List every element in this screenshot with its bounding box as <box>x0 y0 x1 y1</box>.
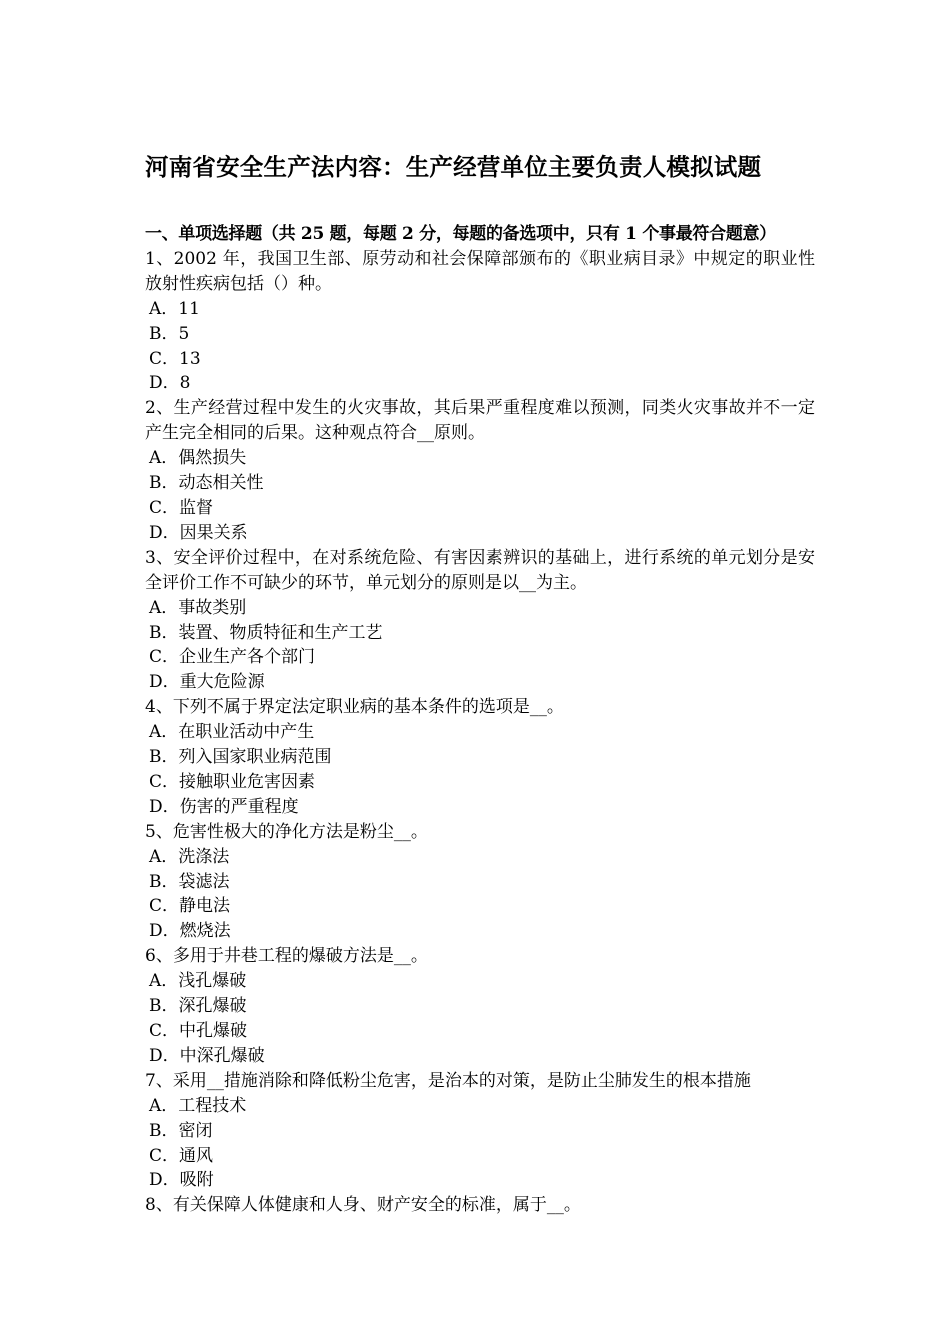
answer-option: D．重大危险源 <box>149 672 265 693</box>
question-stem: 4、下列不属于界定法定职业病的基本条件的选项是__。 <box>145 697 564 718</box>
answer-option: D．燃烧法 <box>149 921 231 942</box>
answer-option: B．装置、物质特征和生产工艺 <box>149 622 383 643</box>
question-block <box>145 247 815 396</box>
answer-option: C．中孔爆破 <box>149 1021 248 1041</box>
answer-option: D．因果关系 <box>149 522 248 543</box>
answer-option: D．吸附 <box>149 1170 214 1191</box>
answer-option: B．动态相关性 <box>149 473 264 494</box>
answer-option: B．深孔爆破 <box>149 996 247 1017</box>
document-title: 河南省安全生产法内容：生产经营单位主要负责人模拟试题 <box>145 153 762 181</box>
answer-option: A．浅孔爆破 <box>149 971 247 992</box>
answer-option: A．11 <box>149 298 200 319</box>
question-block <box>145 1193 815 1218</box>
question-list <box>145 247 815 1218</box>
answer-option: A．洗涤法 <box>149 846 230 867</box>
answer-option: A．事故类别 <box>149 597 247 618</box>
document-body <box>145 222 815 1218</box>
answer-option: C．监督 <box>149 497 214 518</box>
question-block <box>145 695 815 820</box>
question-stem: 2、生产经营过程中发生的火灾事故，其后果严重程度难以预测，同类火灾事故并不一定产生完全相同的后果。这种观点符合__原则。 <box>145 398 815 444</box>
question-block <box>145 944 815 1069</box>
question-block <box>145 1069 815 1194</box>
answer-option: B．密闭 <box>149 1120 213 1141</box>
answer-option: B．5 <box>149 323 190 344</box>
question-stem: 5、危害性极大的净化方法是粉尘__。 <box>145 821 428 842</box>
answer-option: C．通风 <box>149 1145 214 1166</box>
question-stem: 7、采用__措施消除和降低粉尘危害，是治本的对策，是防止尘肺发生的根本措施 <box>145 1070 751 1091</box>
section-heading: 一、单项选择题（共 25 题，每题 2 分，每题的备选项中，只有 1 个事最符合题意） <box>145 224 776 244</box>
answer-option: A．在职业活动中产生 <box>149 722 315 743</box>
question-block <box>145 396 815 545</box>
answer-option: C．13 <box>149 348 201 369</box>
answer-option: B．列入国家职业病范围 <box>149 747 332 768</box>
answer-option: C．接触职业危害因素 <box>149 771 316 792</box>
answer-option: D．伤害的严重程度 <box>149 796 299 817</box>
answer-option: C．企业生产各个部门 <box>149 647 316 668</box>
answer-option: A．偶然损失 <box>149 448 247 469</box>
answer-option: D．8 <box>149 373 191 394</box>
answer-option: A．工程技术 <box>149 1095 247 1116</box>
answer-option: B．袋滤法 <box>149 871 230 892</box>
question-block <box>145 820 815 945</box>
question-stem: 3、安全评价过程中，在对系统危险、有害因素辨识的基础上，进行系统的单元划分是安全评价工作不可缺少的环节，单元划分的原则是以__为主。 <box>145 547 815 593</box>
question-stem: 1、2002 年，我国卫生部、原劳动和社会保障部颁布的《职业病目录》中规定的职业性放射性疾病包括（）种。 <box>145 248 815 294</box>
answer-option: C．静电法 <box>149 896 231 917</box>
question-block <box>145 546 815 695</box>
question-stem: 6、多用于井巷工程的爆破方法是__。 <box>145 946 428 967</box>
question-stem: 8、有关保障人体健康和人身、财产安全的标准，属于__。 <box>145 1195 581 1216</box>
answer-option: D．中深孔爆破 <box>149 1045 265 1066</box>
